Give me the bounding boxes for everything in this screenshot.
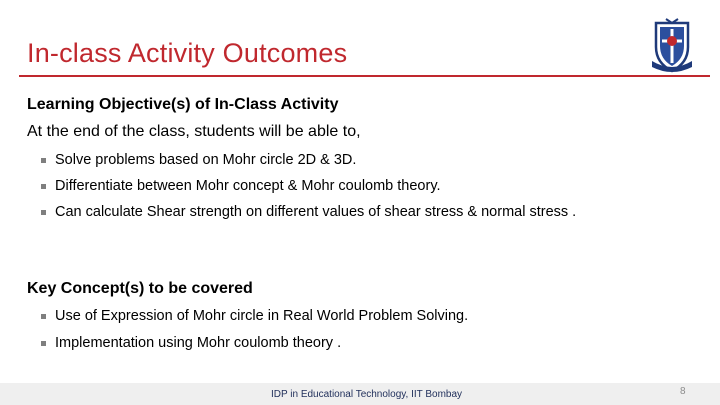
- bullet-marker: [41, 158, 46, 163]
- key-concepts-heading: Key Concept(s) to be covered: [27, 280, 253, 297]
- page-number: 8: [680, 386, 686, 397]
- objective-text: Solve problems based on Mohr circle 2D & 3D.: [55, 152, 357, 168]
- list-item: [41, 178, 441, 194]
- title-divider: [19, 75, 710, 77]
- slide-title: In-class Activity Outcomes: [27, 38, 348, 68]
- objective-text: Differentiate between Mohr concept & Mohr coulomb theory.: [55, 178, 441, 194]
- list-item: [41, 204, 576, 220]
- objective-text: Can calculate Shear strength on different values of shear stress & normal stress .: [55, 204, 577, 220]
- list-item: [41, 308, 468, 324]
- list-item: [41, 152, 356, 168]
- concept-text: Use of Expression of Mohr circle in Real World Problem Solving.: [55, 308, 469, 324]
- list-item: [41, 335, 341, 351]
- footer-text: IDP in Educational Technology, IIT Bombay: [271, 389, 463, 400]
- bullet-marker: [41, 184, 46, 189]
- objectives-intro: At the end of the class, students will be able to,: [27, 123, 361, 140]
- institute-crest-icon: [648, 17, 696, 75]
- concept-text: Implementation using Mohr coulomb theory .: [55, 335, 342, 351]
- bullet-marker: [41, 341, 46, 346]
- bullet-marker: [41, 314, 46, 319]
- learning-objectives-heading: Learning Objective(s) of In-Class Activity: [27, 96, 339, 113]
- bullet-marker: [41, 210, 46, 215]
